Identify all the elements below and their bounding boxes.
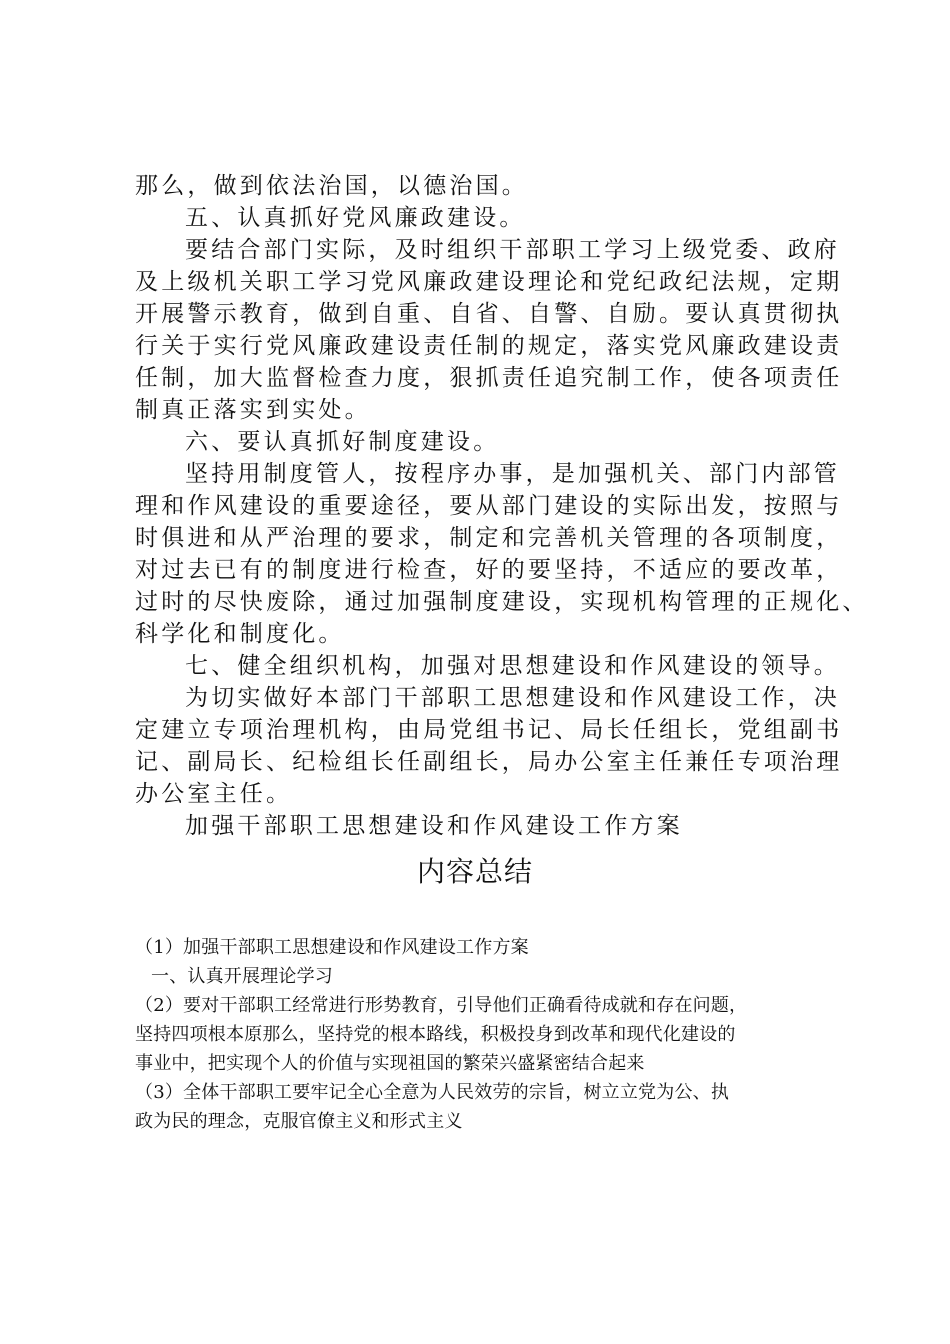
body-line: 为切实做好本部门干部职工思想建设和作风建设工作，决	[185, 685, 840, 711]
body-line: 那么，做到依法治国，以德治国。	[135, 173, 528, 199]
body-line: 对过去已有的制度进行检查，好的要坚持，不适应的要改革，	[135, 557, 843, 583]
summary-item: 事业中，把实现个人的价值与实现祖国的繁荣兴盛紧密结合起来	[135, 1053, 645, 1074]
body-line: 办公室主任。	[135, 781, 293, 807]
summary-item: （2）要对干部职工经常进行形势教育，引导他们正确看待成就和存在问题，	[135, 995, 748, 1016]
section-heading: 七、健全组织机构，加强对思想建设和作风建设的领导。	[185, 653, 840, 679]
body-line: 任制，加大监督检查力度，狠抓责任追究制工作，使各项责任	[135, 365, 843, 391]
summary-item: 一、认真开展理论学习	[151, 966, 333, 987]
summary-item: （3）全体干部职工要牢记全心全意为人民效劳的宗旨，树立立党为公、执	[135, 1082, 730, 1103]
summary-item: 政为民的理念，克服官僚主义和形式主义	[135, 1111, 463, 1132]
summary-item: 坚持四项根本原那么，坚持党的根本路线，积极投身到改革和现代化建设的	[135, 1024, 736, 1045]
summary-title: 内容总结	[416, 855, 533, 888]
section-heading: 六、要认真抓好制度建设。	[185, 429, 500, 455]
body-line: 理和作风建设的重要途径，要从部门建设的实际出发，按照与	[135, 493, 843, 519]
body-line: 坚持用制度管人，按程序办事，是加强机关、部门内部管	[185, 461, 840, 487]
body-line: 时俱进和从严治理的要求，制定和完善机关管理的各项制度，	[135, 525, 843, 551]
body-line: 要结合部门实际，及时组织干部职工学习上级党委、政府	[185, 237, 840, 263]
body-line: 及上级机关职工学习党风廉政建设理论和党纪政纪法规，定期	[135, 269, 843, 295]
section-heading: 五、认真抓好党风廉政建设。	[185, 205, 526, 231]
body-line: 定建立专项治理机构，由局党组书记、局长任组长，党组副书	[135, 717, 843, 743]
body-line: 开展警示教育，做到自重、自省、自警、自励。要认真贯彻执	[135, 301, 843, 327]
body-line: 过时的尽快废除，通过加强制度建设，实现机构管理的正规化、	[135, 589, 869, 615]
document-body	[135, 170, 869, 842]
body-line: 科学化和制度化。	[135, 621, 345, 647]
document-footer-title: 加强干部职工思想建设和作风建设工作方案	[185, 813, 683, 839]
body-line: 行关于实行党风廉政建设责任制的规定，落实党风廉政建设责	[135, 333, 843, 359]
summary-item: （1）加强干部职工思想建设和作风建设工作方案	[135, 937, 529, 958]
summary-list	[135, 933, 835, 1136]
body-line: 记、副局长、纪检组长任副组长，局办公室主任兼任专项治理	[135, 749, 843, 775]
body-line: 制真正落实到实处。	[135, 397, 371, 423]
